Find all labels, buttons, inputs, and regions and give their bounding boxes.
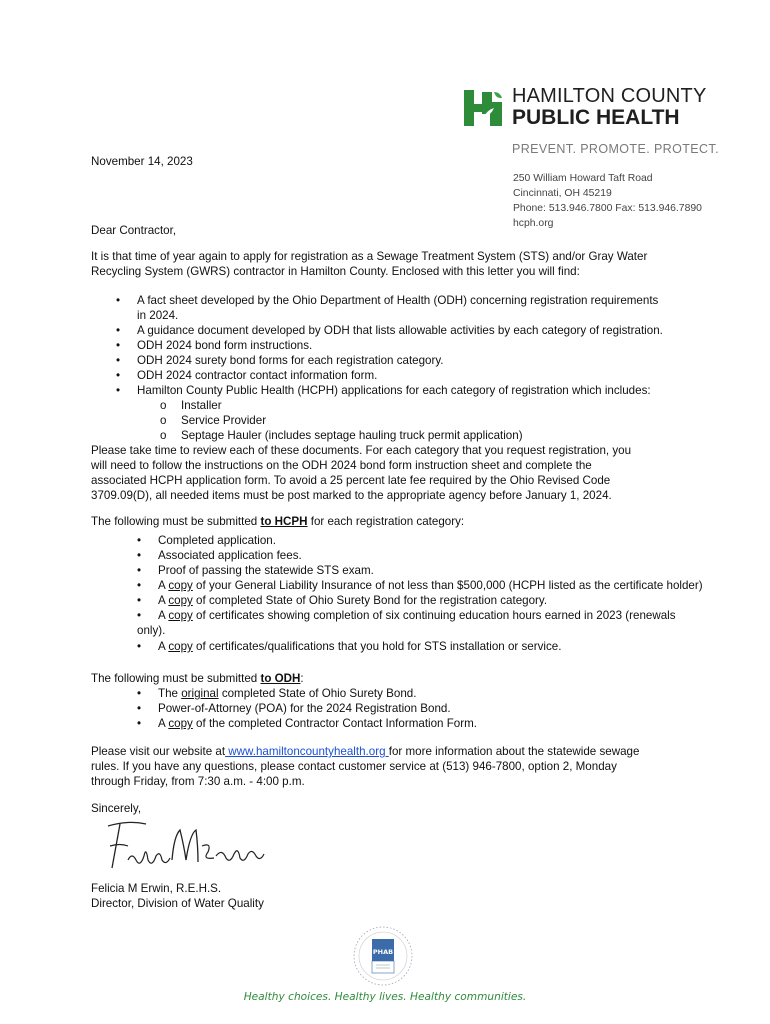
bullet: • <box>137 717 142 730</box>
website-link[interactable]: www.hamiltoncountyhealth.org <box>225 745 389 758</box>
list-item: • The original completed State of Ohio Surety Bond. <box>137 687 417 700</box>
footer-slogan: Healthy choices. Healthy lives. Healthy communities. <box>243 991 527 1003</box>
letter-salutation: Dear Contractor, <box>91 224 177 237</box>
subcategory-list <box>160 398 681 443</box>
letter-date: November 14, 2023 <box>91 155 193 168</box>
list-item: • Hamilton County Public Health (HCPH) applications for each category of registration which includes: <box>116 384 651 397</box>
intro-line: Recycling System (GWRS) contractor in Hamilton County. Enclosed with this letter you will find: <box>91 265 580 278</box>
org-name-line2: PUBLIC HEALTH <box>512 106 680 129</box>
list-item: o Installer <box>160 399 222 412</box>
bullet: • <box>137 687 142 700</box>
org-name-line1: HAMILTON COUNTY <box>512 85 707 107</box>
list-item: • ODH 2024 surety bond forms for each registration category. <box>116 354 444 367</box>
list-item: • Proof of passing the statewide STS exam. <box>137 564 374 577</box>
list-item-continuation: only). <box>137 624 166 637</box>
review-paragraph: Please take time to review each of these documents. For each category that you request registration, you will need to follow the instructions on the ODH 2024 bond form instruction sheet and complete the associated HCPH application form. To avoid a 25 percent late fee required by the Ohio Revised Code 3709.09(D), all needed items must be post marked to the appropriate agency before January 1, 2024. <box>91 444 632 502</box>
list-item: • Associated application fees. <box>137 549 302 562</box>
odh-section-heading: The following must be submitted to ODH: <box>91 672 304 685</box>
enclosure-list <box>116 293 697 398</box>
accreditation-seal-icon <box>350 925 416 987</box>
bullet: o <box>160 414 167 427</box>
org-address-line2: Cincinnati, OH 45219 <box>513 188 612 199</box>
bullet: • <box>137 534 142 547</box>
bullet: • <box>137 702 142 715</box>
bullet: • <box>137 640 142 653</box>
list-item-continuation: in 2024. <box>137 309 179 322</box>
list-item: • A copy of completed State of Ohio Surety Bond for the registration category. <box>137 594 548 607</box>
signer-title: Director, Division of Water Quality <box>91 897 264 910</box>
list-item: • A copy of your General Liability Insurance of not less than $500,000 (HCPH listed as the certificate holder) <box>137 579 703 592</box>
org-phone-fax: Phone: 513.946.7800 Fax: 513.946.7890 <box>513 203 702 214</box>
contact-paragraph: Please visit our website at www.hamiltoncountyhealth.org for more information about the statewide sewage rules. If you have any questions, please contact customer service at (513) 946-7800, option 2, Monday through Friday, from 7:30 a.m. - 4:00 p.m. <box>91 745 640 788</box>
bullet: • <box>137 579 142 592</box>
hcph-section-heading: The following must be submitted to HCPH for each registration category: <box>91 515 465 528</box>
list-item: • A copy of the completed Contractor Contact Information Form. <box>137 717 477 730</box>
list-item: • A guidance document developed by ODH that lists allowable activities by each category of registration. <box>116 324 663 337</box>
list-item: • ODH 2024 bond form instructions. <box>116 339 313 352</box>
closing: Sincerely, <box>91 802 142 815</box>
list-item: • A copy of certificates showing completion of six continuing education hours earned in 2023 (renewals <box>137 609 676 622</box>
hcph-requirements-list-cont <box>137 639 738 654</box>
to-hcph-emphasis: to HCPH <box>260 515 308 528</box>
odh-requirements-list <box>137 686 718 731</box>
bullet: • <box>137 549 142 562</box>
bullet: • <box>116 369 121 382</box>
list-item: • A fact sheet developed by the Ohio Department of Health (ODH) concerning registration requirements <box>116 294 659 307</box>
hcph-logo-icon <box>464 88 504 128</box>
list-item: • A copy of certificates/qualifications that you hold for STS installation or service. <box>137 640 562 653</box>
hcph-requirements-list <box>137 533 738 623</box>
bullet: • <box>137 594 142 607</box>
org-website: hcph.org <box>513 218 554 229</box>
signer-name: Felicia M Erwin, R.E.H.S. <box>91 882 222 895</box>
bullet: • <box>116 339 121 352</box>
bullet: • <box>116 354 121 367</box>
list-item: o Septage Hauler (includes septage hauling truck permit application) <box>160 429 523 442</box>
bullet: • <box>137 564 142 577</box>
to-odh-emphasis: to ODH <box>260 672 301 685</box>
org-tagline: PREVENT. PROMOTE. PROTECT. <box>512 142 719 156</box>
intro-paragraph <box>91 249 751 279</box>
bullet: o <box>160 399 167 412</box>
list-item: • Completed application. <box>137 534 276 547</box>
org-address-line1: 250 William Howard Taft Road <box>513 173 653 184</box>
list-item: • Power-of-Attorney (POA) for the 2024 Registration Bond. <box>137 702 451 715</box>
bullet: • <box>116 384 121 397</box>
signature-image <box>98 816 268 876</box>
bullet: o <box>160 429 167 442</box>
intro-line: It is that time of year again to apply for registration as a Sewage Treatment System (STS) and/or Gray Water <box>91 250 648 263</box>
bullet: • <box>137 609 142 622</box>
bullet: • <box>116 324 121 337</box>
seal-label: PHAB <box>372 948 394 956</box>
bullet: • <box>116 294 121 307</box>
list-item: • ODH 2024 contractor contact information form. <box>116 369 378 382</box>
list-item: o Service Provider <box>160 414 267 427</box>
